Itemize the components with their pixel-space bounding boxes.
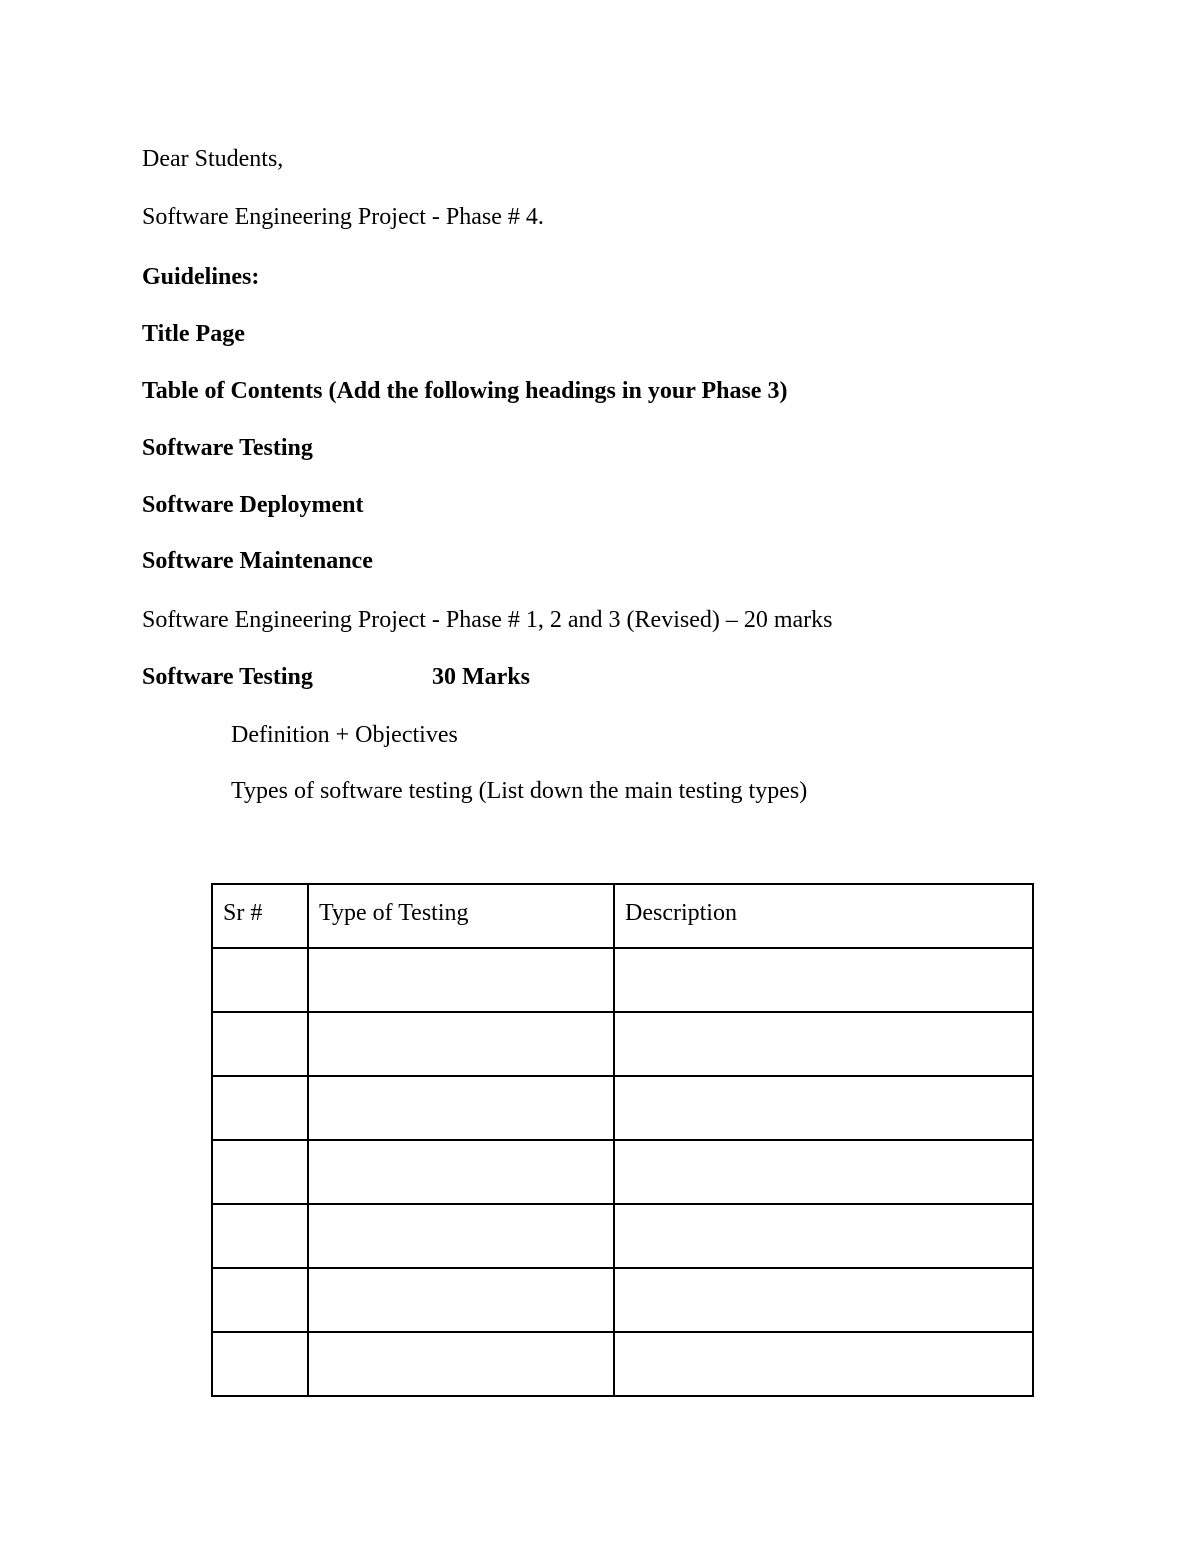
greeting: Dear Students, [142, 146, 284, 172]
title-page-heading: Title Page [142, 321, 245, 347]
testing-item-types: Types of software testing (List down the main testing types) [231, 778, 808, 804]
table-cell [212, 948, 308, 1012]
revised-line: Software Engineering Project - Phase # 1, 2 and 3 (Revised) – 20 marks [142, 607, 833, 633]
table-cell [212, 1332, 308, 1396]
heading-software-deployment: Software Deployment [142, 492, 364, 518]
table-cell [308, 1332, 614, 1396]
table-cell [212, 1140, 308, 1204]
table-header-row [212, 884, 1033, 948]
table-cell [308, 1268, 614, 1332]
table-cell [308, 1204, 614, 1268]
table-cell [212, 1076, 308, 1140]
header-type-of-testing: Type of Testing [308, 884, 614, 948]
table-cell [308, 1140, 614, 1204]
table-cell [212, 1204, 308, 1268]
project-title: Software Engineering Project - Phase # 4. [142, 204, 544, 230]
table-cell [308, 948, 614, 1012]
table-cell [614, 948, 1033, 1012]
table-of-contents-heading: Table of Contents (Add the following headings in your Phase 3) [142, 378, 788, 404]
guidelines-heading: Guidelines: [142, 264, 260, 290]
table-cell [614, 1012, 1033, 1076]
table-cell [308, 1076, 614, 1140]
table-row [212, 1204, 1033, 1268]
table-row [212, 1268, 1033, 1332]
heading-software-maintenance: Software Maintenance [142, 548, 373, 574]
testing-section-marks: 30 Marks [432, 664, 530, 690]
heading-software-testing: Software Testing [142, 435, 313, 461]
header-sr-number: Sr # [212, 884, 308, 948]
testing-section-header [142, 663, 742, 691]
table-cell [212, 1012, 308, 1076]
table-row [212, 948, 1033, 1012]
testing-types-table [211, 883, 1034, 1397]
testing-section-title: Software Testing [142, 664, 313, 690]
testing-item-definition: Definition + Objectives [231, 722, 458, 748]
table-cell [614, 1140, 1033, 1204]
table-row [212, 1012, 1033, 1076]
table-cell [212, 1268, 308, 1332]
header-description: Description [614, 884, 1033, 948]
table-row [212, 1332, 1033, 1396]
table-row [212, 1140, 1033, 1204]
table-cell [308, 1012, 614, 1076]
table-cell [614, 1204, 1033, 1268]
table-cell [614, 1332, 1033, 1396]
table-cell [614, 1076, 1033, 1140]
table-row [212, 1076, 1033, 1140]
table-cell [614, 1268, 1033, 1332]
